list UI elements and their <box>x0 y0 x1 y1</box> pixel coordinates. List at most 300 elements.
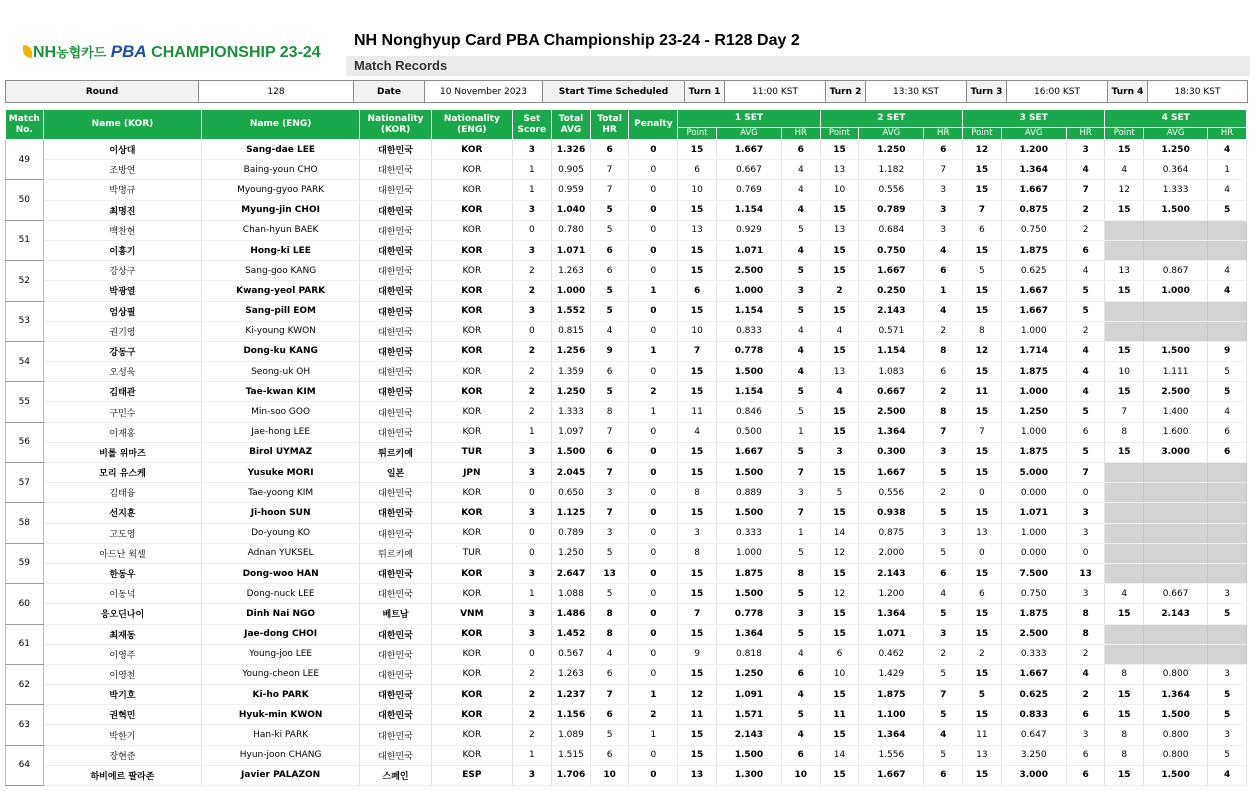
set-3-hr: 3 <box>1066 584 1105 604</box>
table-row <box>6 261 1247 281</box>
penalty: 0 <box>629 362 678 382</box>
set-4-hr: 3 <box>1208 664 1247 684</box>
set-1-avg: 0.667 <box>716 160 781 180</box>
set-1-hr: 5 <box>781 402 820 422</box>
match-number: 49 <box>6 140 44 180</box>
total-hr: 6 <box>590 362 629 382</box>
set-2-avg: 0.875 <box>859 523 924 543</box>
set-3-hr: 8 <box>1066 624 1105 644</box>
turn-2-label: Turn 2 <box>826 81 866 103</box>
set-2-avg: 0.556 <box>859 180 924 200</box>
set-3-avg: 0.750 <box>1001 584 1066 604</box>
round-value: 128 <box>199 81 354 103</box>
set-3-point: 15 <box>963 240 1002 260</box>
set-3-avg: 0.333 <box>1001 644 1066 664</box>
set-1-avg: 2.143 <box>716 725 781 745</box>
set-4-hr: 5 <box>1208 604 1247 624</box>
total-avg: 1.263 <box>552 664 591 684</box>
set-1-point: 15 <box>678 140 717 160</box>
header-name-eng: Name (ENG) <box>202 110 360 140</box>
set-1-point: 7 <box>678 341 717 361</box>
set-4-avg: 1.000 <box>1144 281 1208 301</box>
set-3-point: 15 <box>963 362 1002 382</box>
total-hr: 7 <box>590 463 629 483</box>
player-name-kor: 비롤 위마즈 <box>43 442 202 462</box>
page-subtitle: Match Records <box>354 58 448 73</box>
table-row <box>6 584 1247 604</box>
set-1-hr: 7 <box>781 503 820 523</box>
set-4-avg: 0.800 <box>1144 745 1208 765</box>
set-score: 1 <box>512 422 552 442</box>
set-4-hr: 5 <box>1208 200 1247 220</box>
player-nationality-eng: KOR <box>432 281 512 301</box>
date-value: 10 November 2023 <box>425 81 543 103</box>
header-set-3: 3 SET <box>963 110 1105 128</box>
set-4-empty <box>1208 463 1247 483</box>
table-row <box>6 705 1247 725</box>
table-row <box>6 725 1247 745</box>
set-3-avg: 0.625 <box>1001 685 1066 705</box>
set-2-point: 15 <box>820 685 859 705</box>
set-2-hr: 5 <box>924 664 963 684</box>
player-name-eng: Ki-young KWON <box>202 321 360 341</box>
match-number: 50 <box>6 180 44 220</box>
set-4-avg: 0.800 <box>1144 664 1208 684</box>
player-nationality-eng: KOR <box>432 624 512 644</box>
set-4-avg: 1.250 <box>1144 140 1208 160</box>
set-1-point: 15 <box>678 584 717 604</box>
set-2-avg: 1.083 <box>859 362 924 382</box>
set-3-hr: 6 <box>1066 745 1105 765</box>
set-1-point: 10 <box>678 321 717 341</box>
set-4-empty <box>1208 483 1247 503</box>
set-2-point: 15 <box>820 261 859 281</box>
set-1-hr: 5 <box>781 382 820 402</box>
player-name-eng: Sang-dae LEE <box>202 140 360 160</box>
set-1-avg: 0.818 <box>716 644 781 664</box>
set-2-avg: 1.364 <box>859 725 924 745</box>
set-1-hr: 4 <box>781 180 820 200</box>
set-score: 0 <box>512 523 552 543</box>
turn-3-label: Turn 3 <box>967 81 1007 103</box>
player-nationality-eng: KOR <box>432 160 512 180</box>
set-1-avg: 0.889 <box>716 483 781 503</box>
set-4-hr: 6 <box>1208 442 1247 462</box>
set-3-avg: 1.071 <box>1001 503 1066 523</box>
set-3-avg: 1.875 <box>1001 442 1066 462</box>
match-number: 62 <box>6 664 44 704</box>
set-4-point: 15 <box>1105 685 1144 705</box>
set-3-avg: 1.714 <box>1001 341 1066 361</box>
set-4-avg: 1.364 <box>1144 685 1208 705</box>
set-2-hr: 1 <box>924 281 963 301</box>
player-name-kor: 하비에르 팔라존 <box>43 765 202 785</box>
start-time-label: Start Time Scheduled <box>543 81 685 103</box>
penalty: 0 <box>629 220 678 240</box>
set-score: 3 <box>512 604 552 624</box>
set-4-empty <box>1208 301 1247 321</box>
set-4-empty <box>1105 220 1144 240</box>
match-number: 60 <box>6 584 44 624</box>
set-2-point: 14 <box>820 523 859 543</box>
set-2-hr: 8 <box>924 341 963 361</box>
player-nationality-kor: 대한민국 <box>359 664 431 684</box>
set-3-avg: 1.364 <box>1001 160 1066 180</box>
player-name-eng: Dinh Nai NGO <box>202 604 360 624</box>
player-name-eng: Hong-ki LEE <box>202 240 360 260</box>
set-3-hr: 0 <box>1066 483 1105 503</box>
turn-2-time: 13:30 KST <box>866 81 967 103</box>
schedule-info-table <box>5 80 1248 103</box>
set-3-point: 7 <box>963 422 1002 442</box>
player-nationality-eng: KOR <box>432 563 512 583</box>
set-1-point: 9 <box>678 644 717 664</box>
player-name-kor: 이영천 <box>43 664 202 684</box>
set-2-hr: 6 <box>924 563 963 583</box>
set-3-avg: 0.875 <box>1001 200 1066 220</box>
header-total-avg: Total AVG <box>552 110 591 140</box>
set-4-avg: 1.333 <box>1144 180 1208 200</box>
player-name-eng: Dong-nuck LEE <box>202 584 360 604</box>
set-2-avg: 2.143 <box>859 563 924 583</box>
total-avg: 1.452 <box>552 624 591 644</box>
set-4-hr: 4 <box>1208 281 1247 301</box>
set-3-hr: 7 <box>1066 463 1105 483</box>
penalty: 0 <box>629 584 678 604</box>
set-1-avg: 1.500 <box>716 745 781 765</box>
player-nationality-kor: 대한민국 <box>359 321 431 341</box>
set-4-empty <box>1208 240 1247 260</box>
set-4-point: 4 <box>1105 584 1144 604</box>
logo-pba: PBA <box>110 42 147 61</box>
header-set-4-avg: AVG <box>1144 128 1208 140</box>
set-2-avg: 1.250 <box>859 140 924 160</box>
set-2-hr: 4 <box>924 584 963 604</box>
set-score: 3 <box>512 765 552 785</box>
player-nationality-kor: 대한민국 <box>359 483 431 503</box>
player-name-kor: 조방연 <box>43 160 202 180</box>
set-1-avg: 1.000 <box>716 281 781 301</box>
set-3-avg: 5.000 <box>1001 463 1066 483</box>
player-name-kor: 엄상필 <box>43 301 202 321</box>
set-3-avg: 3.250 <box>1001 745 1066 765</box>
set-3-hr: 6 <box>1066 765 1105 785</box>
table-row <box>6 624 1247 644</box>
player-name-kor: 최명진 <box>43 200 202 220</box>
set-1-hr: 6 <box>781 140 820 160</box>
set-2-avg: 1.200 <box>859 584 924 604</box>
set-1-hr: 5 <box>781 543 820 563</box>
set-2-avg: 1.154 <box>859 341 924 361</box>
set-2-point: 13 <box>820 220 859 240</box>
set-3-avg: 1.875 <box>1001 604 1066 624</box>
set-score: 2 <box>512 725 552 745</box>
player-nationality-kor: 튀르키예 <box>359 543 431 563</box>
penalty: 0 <box>629 240 678 260</box>
set-2-hr: 5 <box>924 463 963 483</box>
set-score: 3 <box>512 240 552 260</box>
set-2-point: 15 <box>820 624 859 644</box>
set-1-hr: 6 <box>781 664 820 684</box>
player-name-kor: 박기호 <box>43 685 202 705</box>
set-3-point: 15 <box>963 402 1002 422</box>
player-nationality-eng: KOR <box>432 261 512 281</box>
player-name-kor: 이상대 <box>43 140 202 160</box>
set-3-point: 2 <box>963 644 1002 664</box>
total-avg: 1.552 <box>552 301 591 321</box>
match-number: 53 <box>6 301 44 341</box>
player-nationality-eng: KOR <box>432 362 512 382</box>
set-score: 3 <box>512 301 552 321</box>
table-row <box>6 220 1247 240</box>
header-set-2-hr: HR <box>924 128 963 140</box>
set-3-avg: 0.833 <box>1001 705 1066 725</box>
set-3-avg: 1.667 <box>1001 281 1066 301</box>
set-3-point: 7 <box>963 200 1002 220</box>
total-hr: 5 <box>590 220 629 240</box>
match-number: 56 <box>6 422 44 462</box>
set-2-point: 15 <box>820 200 859 220</box>
set-1-avg: 1.667 <box>716 442 781 462</box>
set-3-point: 15 <box>963 624 1002 644</box>
set-3-point: 15 <box>963 180 1002 200</box>
set-3-avg: 2.500 <box>1001 624 1066 644</box>
set-2-point: 4 <box>820 321 859 341</box>
set-2-avg: 1.182 <box>859 160 924 180</box>
set-1-avg: 1.500 <box>716 463 781 483</box>
total-avg: 1.250 <box>552 382 591 402</box>
table-row <box>6 240 1247 260</box>
set-1-hr: 8 <box>781 563 820 583</box>
set-3-hr: 4 <box>1066 362 1105 382</box>
player-nationality-kor: 대한민국 <box>359 523 431 543</box>
set-1-avg: 1.154 <box>716 382 781 402</box>
set-2-avg: 1.875 <box>859 685 924 705</box>
set-score: 2 <box>512 664 552 684</box>
set-1-avg: 1.667 <box>716 140 781 160</box>
set-2-hr: 2 <box>924 644 963 664</box>
set-4-point: 8 <box>1105 725 1144 745</box>
set-4-point: 15 <box>1105 281 1144 301</box>
set-4-point: 8 <box>1105 422 1144 442</box>
total-hr: 6 <box>590 261 629 281</box>
set-3-avg: 1.875 <box>1001 240 1066 260</box>
player-nationality-kor: 대한민국 <box>359 281 431 301</box>
set-2-point: 15 <box>820 725 859 745</box>
set-1-avg: 0.846 <box>716 402 781 422</box>
set-1-avg: 2.500 <box>716 261 781 281</box>
player-name-eng: Hyuk-min KWON <box>202 705 360 725</box>
set-score: 2 <box>512 341 552 361</box>
total-hr: 5 <box>590 301 629 321</box>
set-3-avg: 1.667 <box>1001 301 1066 321</box>
player-nationality-eng: KOR <box>432 220 512 240</box>
set-3-avg: 7.500 <box>1001 563 1066 583</box>
set-1-point: 15 <box>678 301 717 321</box>
header-nationality-kor: Nationality (KOR) <box>359 110 431 140</box>
set-3-hr: 3 <box>1066 140 1105 160</box>
set-2-point: 13 <box>820 362 859 382</box>
player-nationality-kor: 대한민국 <box>359 160 431 180</box>
player-name-eng: Ji-hoon SUN <box>202 503 360 523</box>
set-3-avg: 0.647 <box>1001 725 1066 745</box>
set-3-hr: 3 <box>1066 503 1105 523</box>
set-4-hr: 4 <box>1208 402 1247 422</box>
set-3-hr: 5 <box>1066 442 1105 462</box>
set-3-point: 15 <box>963 503 1002 523</box>
set-2-avg: 0.462 <box>859 644 924 664</box>
set-3-hr: 4 <box>1066 261 1105 281</box>
player-name-eng: Tae-kwan KIM <box>202 382 360 402</box>
player-nationality-kor: 대한민국 <box>359 624 431 644</box>
turn-4-label: Turn 4 <box>1108 81 1148 103</box>
set-1-avg: 0.500 <box>716 422 781 442</box>
match-number: 63 <box>6 705 44 745</box>
player-name-kor: 장현준 <box>43 745 202 765</box>
set-3-point: 15 <box>963 604 1002 624</box>
set-4-avg: 2.500 <box>1144 382 1208 402</box>
set-3-avg: 1.667 <box>1001 180 1066 200</box>
player-nationality-eng: KOR <box>432 301 512 321</box>
total-hr: 5 <box>590 725 629 745</box>
set-2-hr: 5 <box>924 604 963 624</box>
set-4-hr: 4 <box>1208 140 1247 160</box>
table-row <box>6 422 1247 442</box>
set-3-avg: 0.625 <box>1001 261 1066 281</box>
set-2-hr: 2 <box>924 483 963 503</box>
set-2-avg: 2.500 <box>859 402 924 422</box>
penalty: 0 <box>629 604 678 624</box>
set-2-avg: 2.143 <box>859 301 924 321</box>
set-4-point: 15 <box>1105 200 1144 220</box>
set-1-avg: 1.364 <box>716 624 781 644</box>
table-row <box>6 321 1247 341</box>
set-1-point: 15 <box>678 664 717 684</box>
header-penalty: Penalty <box>629 110 678 140</box>
set-1-point: 12 <box>678 685 717 705</box>
table-row <box>6 644 1247 664</box>
set-3-point: 15 <box>963 563 1002 583</box>
player-name-kor: 권혁민 <box>43 705 202 725</box>
penalty: 0 <box>629 543 678 563</box>
set-3-hr: 4 <box>1066 382 1105 402</box>
set-3-avg: 1.000 <box>1001 321 1066 341</box>
set-1-point: 8 <box>678 543 717 563</box>
set-3-point: 15 <box>963 765 1002 785</box>
set-1-avg: 1.300 <box>716 765 781 785</box>
set-1-hr: 4 <box>781 321 820 341</box>
player-nationality-kor: 베트남 <box>359 604 431 624</box>
player-nationality-kor: 대한민국 <box>359 705 431 725</box>
player-nationality-eng: KOR <box>432 725 512 745</box>
set-1-point: 6 <box>678 160 717 180</box>
set-4-hr: 5 <box>1208 685 1247 705</box>
set-1-point: 15 <box>678 200 717 220</box>
match-number: 52 <box>6 261 44 301</box>
player-nationality-kor: 대한민국 <box>359 382 431 402</box>
set-3-hr: 5 <box>1066 402 1105 422</box>
set-2-point: 15 <box>820 240 859 260</box>
total-avg: 1.359 <box>552 362 591 382</box>
total-avg: 1.515 <box>552 745 591 765</box>
set-2-avg: 0.300 <box>859 442 924 462</box>
set-2-hr: 7 <box>924 160 963 180</box>
logo-nh: NH <box>33 44 57 61</box>
player-name-eng: Sang-goo KANG <box>202 261 360 281</box>
penalty: 0 <box>629 180 678 200</box>
table-row <box>6 180 1247 200</box>
table-row <box>6 503 1247 523</box>
set-4-avg: 1.111 <box>1144 362 1208 382</box>
player-name-eng: Jae-dong CHOI <box>202 624 360 644</box>
total-avg: 0.789 <box>552 523 591 543</box>
penalty: 0 <box>629 301 678 321</box>
player-nationality-kor: 대한민국 <box>359 240 431 260</box>
player-nationality-eng: KOR <box>432 341 512 361</box>
page-title: NH Nonghyup Card PBA Championship 23-24 - R128 Day 2 <box>354 32 800 49</box>
set-4-avg: 0.364 <box>1144 160 1208 180</box>
player-name-kor: 백찬현 <box>43 220 202 240</box>
set-3-hr: 6 <box>1066 240 1105 260</box>
set-3-hr: 2 <box>1066 220 1105 240</box>
set-1-hr: 4 <box>781 644 820 664</box>
set-4-empty <box>1105 624 1144 644</box>
set-4-empty <box>1208 523 1247 543</box>
set-3-hr: 3 <box>1066 725 1105 745</box>
set-3-avg: 1.200 <box>1001 140 1066 160</box>
championship-logo <box>23 42 341 62</box>
set-3-hr: 7 <box>1066 180 1105 200</box>
player-nationality-kor: 대한민국 <box>359 180 431 200</box>
player-nationality-kor: 대한민국 <box>359 685 431 705</box>
total-hr: 6 <box>590 140 629 160</box>
penalty: 1 <box>629 341 678 361</box>
table-row <box>6 664 1247 684</box>
set-1-point: 15 <box>678 745 717 765</box>
total-avg: 0.650 <box>552 483 591 503</box>
set-1-point: 10 <box>678 180 717 200</box>
player-name-kor: 강상구 <box>43 261 202 281</box>
set-2-avg: 0.571 <box>859 321 924 341</box>
table-row <box>6 745 1247 765</box>
player-nationality-kor: 대한민국 <box>359 301 431 321</box>
match-rows <box>6 140 1247 786</box>
header-set-4: 4 SET <box>1105 110 1247 128</box>
set-3-point: 12 <box>963 140 1002 160</box>
penalty: 1 <box>629 685 678 705</box>
logo-card: 농협카드 <box>56 45 107 60</box>
set-4-point: 13 <box>1105 261 1144 281</box>
set-3-point: 15 <box>963 160 1002 180</box>
set-1-avg: 1.154 <box>716 200 781 220</box>
set-score: 2 <box>512 402 552 422</box>
penalty: 0 <box>629 765 678 785</box>
player-name-kor: 고도영 <box>43 523 202 543</box>
set-4-empty <box>1105 563 1144 583</box>
set-2-avg: 1.667 <box>859 765 924 785</box>
set-3-hr: 2 <box>1066 644 1105 664</box>
set-3-hr: 4 <box>1066 664 1105 684</box>
set-4-hr: 5 <box>1208 382 1247 402</box>
set-1-avg: 0.778 <box>716 341 781 361</box>
header-nationality-eng: Nationality (ENG) <box>432 110 512 140</box>
set-1-hr: 5 <box>781 301 820 321</box>
subtitle-bar <box>346 56 1250 76</box>
set-2-avg: 1.667 <box>859 463 924 483</box>
set-4-hr: 9 <box>1208 341 1247 361</box>
match-number: 55 <box>6 382 44 422</box>
set-score: 1 <box>512 745 552 765</box>
